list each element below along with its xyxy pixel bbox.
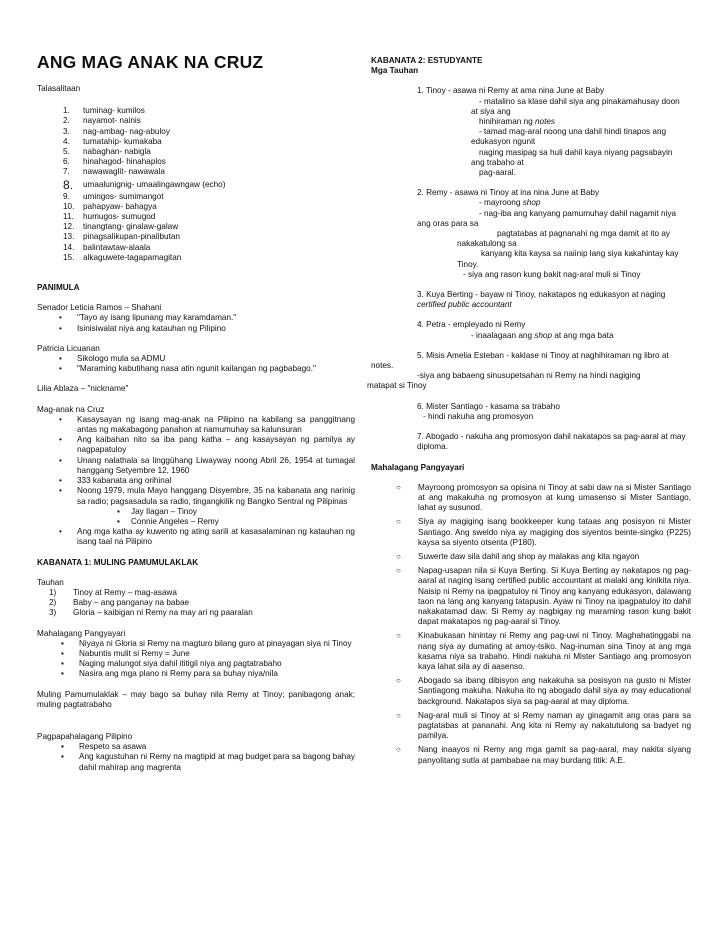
list-item: ○ Siya ay magiging isang bookkeeper kung tataas ang posisyon ni Mister Santiago. Ang sweldo niya ay magiging dos siyentos beinte-singko (P225) kaysa sa siyento otsenta (P180). (396, 517, 691, 548)
list-item: 4. tumatahip- kumakaba (63, 136, 162, 146)
cast-list (37, 507, 355, 527)
list-item: ○ Napag-usapan nila si Kuya Berting. Si Kuya Berting ay nakatapos ng pag-aaral at naging isang certified public accountant at malaki ang kinikita niya. Naisip ni Remy na ipagpatuloy ni Tinoy ang kanyang edukasyon, dalawang taon na lang ang kanyang tatapusin. Ayaw ni Tinoy na ipagpatuloy ito dahil nakakatamad daw. Si Remy ay nagbigay ng maraming rason kung bakit dapat makatapos ng pag-aaral si Tinoy. (396, 566, 691, 627)
list-item: ○ Nag-aral muli si Tinoy at si Remy naman ay ginagamit ang oras para sa pagtatabas at pananahi. Ang kita ni Remy ay nakatutulong sa badyet ng pamilya. (396, 711, 691, 742)
list-item: ▪ Nasira ang mga plano ni Remy para sa buhay niya/nila (61, 669, 355, 679)
maganak-list-end (37, 527, 355, 547)
list-item: • Noong 1979, mula Mayo hanggang Disyembre, 35 na kabanata ang narinig sa radio; pagsasadula sa radio, tingangkilik ng Bangko Sentral ng Pilipinas (59, 486, 355, 506)
list-item: ▪ Respeto sa asawa (61, 742, 355, 752)
kabanata1-pangyayari-heading: Mahalagang Pangyayari (37, 628, 126, 638)
maganak-list (37, 415, 355, 507)
list-item: 13. pinagsalikupan-pinalibutan (63, 232, 180, 242)
list-item: • Isinisiwalat niya ang katauhan ng Pilipino (59, 324, 355, 334)
tauhan-berting: 3. Kuya Berting - bayaw ni Tinoy, nakatapos ng edukasyon at naging certified public accountant (417, 290, 666, 310)
list-item: • "Tayo ay isang lipunang may karamdaman." (59, 313, 355, 323)
list-item: 2) Baby – ang panganay na babae (49, 598, 190, 608)
tauhan-tinoy: 1. Tinoy - asawa ni Remy at ama nina June at Baby - matalino sa klase dahil siya ang pinakamahusay doon at siya ang hinihiraman ng notes - tamad mag-aral noong una dahil hindi tinapos ang edukasyon ngunit naging masipag sa huli dahil kaya niyang pagsabayin ang trabaho at pag-aaral. (417, 86, 680, 178)
tauhan-petra: 4. Petra - empleyado ni Remy - inaalagaan ang shop at ang mga bata (417, 320, 614, 340)
shahani-name: Senador Leticia Ramos – Shahani (37, 303, 162, 313)
kabanata2-pangyayari-list (371, 483, 691, 766)
list-item: 12. tinangtang- ginalaw-galaw (63, 222, 179, 232)
licuanan-list (37, 354, 355, 374)
list-item: ○ Nang inaayos ni Remy ang mga gamit sa pag-aaral, may nakita siyang panyolitang sutla at pambabae na may burdang titik: A.E. (396, 745, 691, 765)
tauhan-santiago: 6. Mister Santiago - kasama sa trabaho - hindi nakuha ang promosyon (417, 401, 560, 421)
list-item: 2. nayamot- nainis (63, 116, 141, 126)
list-item: 10. pahapyaw- bahagya (63, 201, 157, 211)
kabanata1-tauhan-heading: Tauhan (37, 577, 64, 587)
talasalitaan-list (37, 106, 355, 263)
kabanata1-tauhan-list (37, 588, 355, 619)
list-item: ○ Mayroong promosyon sa opisina ni Tinoy at sabi daw na si Mister Santiago at ang makakuha ng promosyon at kung umasenso si Mister Santiago, lahat ay susunod. (396, 483, 691, 514)
list-item: ▪ Ang kagustuhan ni Remy na magtipid at mag budget para sa bagong bahay dahil mahirap ang magrenta (61, 752, 355, 772)
list-item: ○ Suwerte daw sila dahil ang shop ay malakas ang kita ngayon (396, 552, 691, 562)
list-item: 3. nag-ambag- nag-abuloy (63, 126, 170, 136)
list-item: ▪ Connie Angeles – Remy (117, 517, 355, 527)
tauhan-remy: 2. Remy - asawa ni Tinoy at ina nina June at Baby - mayroong shop - nag-iba ang kanyang pamumuhay dahil nagamit niya ang oras para sa pagtatabas at pagnanahi ng mga damit at ito ay nakakatulong sa kanyang kita kaysa sa naiinip lang siya kakahintay kay Tinoy. - siya ang rason kung bakit nag-aral muli si Tinoy (417, 188, 679, 279)
list-item: ○ Abogado sa ibang dibisyon ang nakakuha sa posisyon na gusto ni Mister Santiagong makuha. Nakuha ito ng abogado dahil siya ay may educational background. Nakatapos siya sa pag-aaral at may diploma. (396, 676, 691, 707)
list-item: 11. humugos- sumugod (63, 212, 156, 222)
list-item: 15. alkaguwete-tagapamagitan (63, 252, 182, 262)
shahani-list (37, 313, 355, 333)
list-item: • 333 kabanata ang orihinal (59, 476, 355, 486)
muling-pamumulaklak: Muling Pamumulaklak – may bago sa buhay nila Remy at Tinoy; panibagong anak; muling pagtatrabaho (37, 689, 355, 709)
talasalitaan-heading: Talasalitaan (37, 84, 81, 93)
list-item: ▪ Naging malungot siya dahil ititigil niya ang pagtatrabaho (61, 659, 355, 669)
list-item: • Unang nalathala sa linggühang Liwayway noong Abril 26, 1954 at tumagal hanggang Setyembre 12, 1960 (59, 456, 355, 476)
list-item: 6. hinahagod- hinahaplos (63, 157, 166, 167)
pagpapahalaga-list (37, 742, 355, 773)
kabanata1-heading: KABANATA 1: MULING PAMUMULAKLAK (37, 557, 199, 567)
panimula-heading: PANIMULA (37, 283, 80, 293)
list-item: ○ Kinabukasan hinintay ni Remy ang pag-uwi ni Tinoy. Maghahatinggabi na nang siya ay dumating at amoy-tsiko. Nag-inuman sina Tinoy at ang mga kasama niya sa trabaho. Hindi nakuha ni Mister Santiago ang promosyon kaya lahat sila ay di aasenso. (396, 631, 691, 672)
list-item: • Ang kaibahan nito sa iba pang katha – ang kasaysayan ng pamilya ay nagpapatuloy (59, 435, 355, 455)
maganak-name: Mag-anak na Cruz (37, 404, 105, 414)
list-item: ▪ Niyaya ni Gloria si Remy na magturo bilang guro at pinayagan siya ni Tinoy (61, 639, 355, 649)
list-item: 8. umaalunignig- umaalingawngaw (echo) (63, 177, 226, 192)
tauhan-abogado: 7. Abogado - nakuha ang promosyon dahil nakatapos sa pag-aaral at may diploma. (417, 432, 686, 452)
list-item: 7. nawawaglit- nawawala (63, 167, 165, 177)
tauhan-amelia: 5. Misis Amelia Esteban - kaklase ni Tinoy at naghihiraman ng libro at notes. -siya ang babaeng sinusupetsahan ni Remy na hindi nagiging matapat si Tinoy (367, 350, 669, 391)
list-item: 1) Tinoy at Remy – mag-asawa (49, 587, 177, 597)
list-item: ▪ Nabuntis mulit si Remy = June (61, 649, 355, 659)
list-item: 1. tuminag- kumilos (63, 106, 145, 116)
list-item: 5. nabaghan- nabigla (63, 147, 151, 157)
right-column (367, 56, 691, 770)
list-item: 9. umingos- sumimangot (63, 191, 164, 201)
list-item: 14. balintawtaw-alaala (63, 242, 151, 252)
kabanata1-pangyayari-list (37, 639, 355, 680)
list-item: 3) Gloria – kaibigan ni Remy na may ari ng paaralan (49, 608, 253, 618)
list-item: • Sikologo mula sa ADMU (59, 354, 355, 364)
kabanata2-pangyayari-heading: Mahalagang Pangyayari (371, 462, 465, 472)
page-title: ANG MAG ANAK NA CRUZ (37, 52, 264, 72)
list-item: • "Maraming kabutihang nasa atin ngunit kailangan ng pagbabago." (59, 364, 355, 374)
left-column (37, 0, 355, 773)
list-item: • Kasaysayan ng isang mag-anak na Pilipino na kabilang sa panggitnang antas ng makabagong panahon at namumuhay sa kalunsuran (59, 415, 355, 435)
pagpapahalaga-heading: Pagpapahalagang Pilipino (37, 731, 133, 741)
kabanata2-tauhan-heading: Mga Tauhan (371, 66, 419, 76)
list-item: ▪ Jay Ilagan – Tinoy (117, 507, 355, 517)
kabanata2-heading: KABANATA 2: ESTUDYANTE (371, 56, 483, 65)
list-item: • Ang mga katha ay kuwento ng ating sarili at kasasalaminan ng katauhan ng isang taal na Pilipino (59, 527, 355, 547)
licuanan-name: Patricia Licuanan (37, 343, 100, 353)
ablaza-line: Lilia Ablaza – "nickname" (37, 384, 129, 394)
